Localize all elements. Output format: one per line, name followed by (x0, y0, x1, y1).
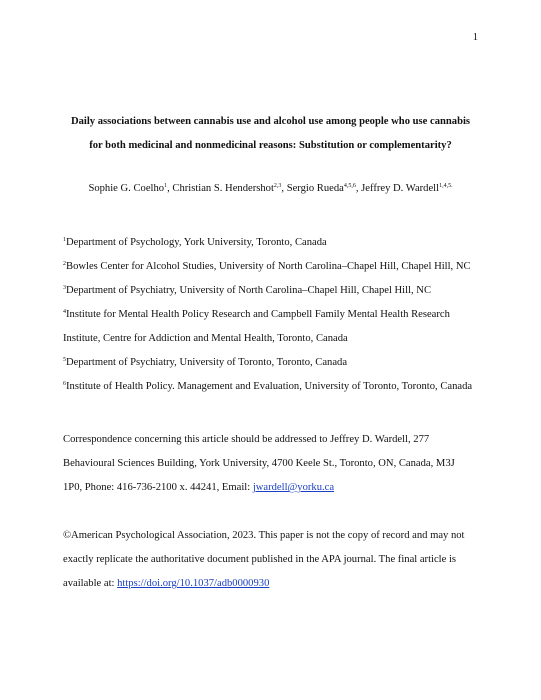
correspondence-line (63, 476, 483, 500)
affiliation-item (63, 375, 483, 399)
author-name: Sergio Rueda (286, 183, 344, 194)
author-name: Jeffrey D. Wardell (361, 183, 440, 194)
author-separator: , (355, 183, 362, 194)
author-separator: , (281, 183, 287, 194)
email-link[interactable]: jwardell@yorku.ca (252, 482, 335, 493)
affiliation-text: Institute of Health Policy. Management and Evaluation, University of Toronto, Toronto, Canada (66, 381, 473, 392)
correspondence-line: Correspondence concerning this article should be addressed to Jeffrey D. Wardell, 277 (63, 434, 430, 445)
affiliation-item-continued (63, 327, 483, 351)
doi-link[interactable]: https://doi.org/10.1037/adb0000930 (117, 578, 270, 589)
affiliation-number: 2 (63, 261, 66, 267)
copyright-notice (63, 524, 483, 596)
affiliation-text: Department of Psychiatry, University of Toronto, Toronto, Canada (66, 357, 348, 368)
affiliation-number: 4 (63, 309, 66, 315)
affiliation-item (63, 231, 483, 255)
affiliation-text: Department of Psychiatry, University of North Carolina–Chapel Hill, Chapel Hill, NC (66, 285, 432, 296)
contact-details: 1P0, Phone: 416-736-2100 x. 44241, Email: (63, 482, 253, 493)
affiliation-list (63, 231, 483, 399)
affiliation-number: 1 (63, 237, 66, 243)
affiliation-item (63, 351, 483, 375)
copyright-line: ©American Psychological Association, 2023. This paper is not the copy of record and may not (63, 530, 465, 541)
affiliation-item (63, 303, 483, 327)
title-line-1: Daily associations between cannabis use and alcohol use among people who use cannabis (70, 116, 471, 127)
author-name: Sophie G. Coelho (88, 183, 165, 194)
correspondence-block (63, 428, 483, 500)
author-affiliation-sup: 1 (164, 183, 168, 189)
copyright-line: exactly replicate the authoritative document published in the APA journal. The final article is (63, 554, 457, 565)
affiliation-text: Institute for Mental Health Policy Research and Campbell Family Mental Health Research (66, 309, 450, 320)
affiliation-item (63, 279, 483, 303)
affiliation-text: Department of Psychology, York University, Toronto, Canada (66, 237, 327, 248)
affiliation-number: 6 (63, 381, 66, 387)
affiliation-number: 3 (63, 285, 66, 291)
paper-title (63, 110, 478, 158)
author-affiliation-sup: 4,5,6 (343, 183, 356, 189)
affiliation-text: Institute, Centre for Addiction and Mental Health, Toronto, Canada (63, 333, 348, 344)
title-line-2: for both medicinal and nonmedicinal reasons: Substitution or complementarity? (89, 140, 452, 151)
page-number: 1 (472, 32, 478, 43)
author-separator: , (167, 183, 173, 194)
author-list (63, 183, 478, 194)
doi-prefix: available at: (63, 578, 118, 589)
affiliation-number: 5 (63, 357, 66, 363)
affiliation-item (63, 255, 483, 279)
correspondence-line: Behavioural Sciences Building, York University, 4700 Keele St., Toronto, ON, Canada, M3J (63, 458, 455, 469)
author-affiliation-sup: 1,4,5. (439, 183, 453, 189)
copyright-line (63, 572, 483, 596)
author-affiliation-sup: 2,3 (273, 183, 282, 189)
affiliation-text: Bowles Center for Alcohol Studies, University of North Carolina–Chapel Hill, Chapel Hill, NC (66, 261, 471, 272)
author-name: Christian S. Hendershot (172, 183, 274, 194)
